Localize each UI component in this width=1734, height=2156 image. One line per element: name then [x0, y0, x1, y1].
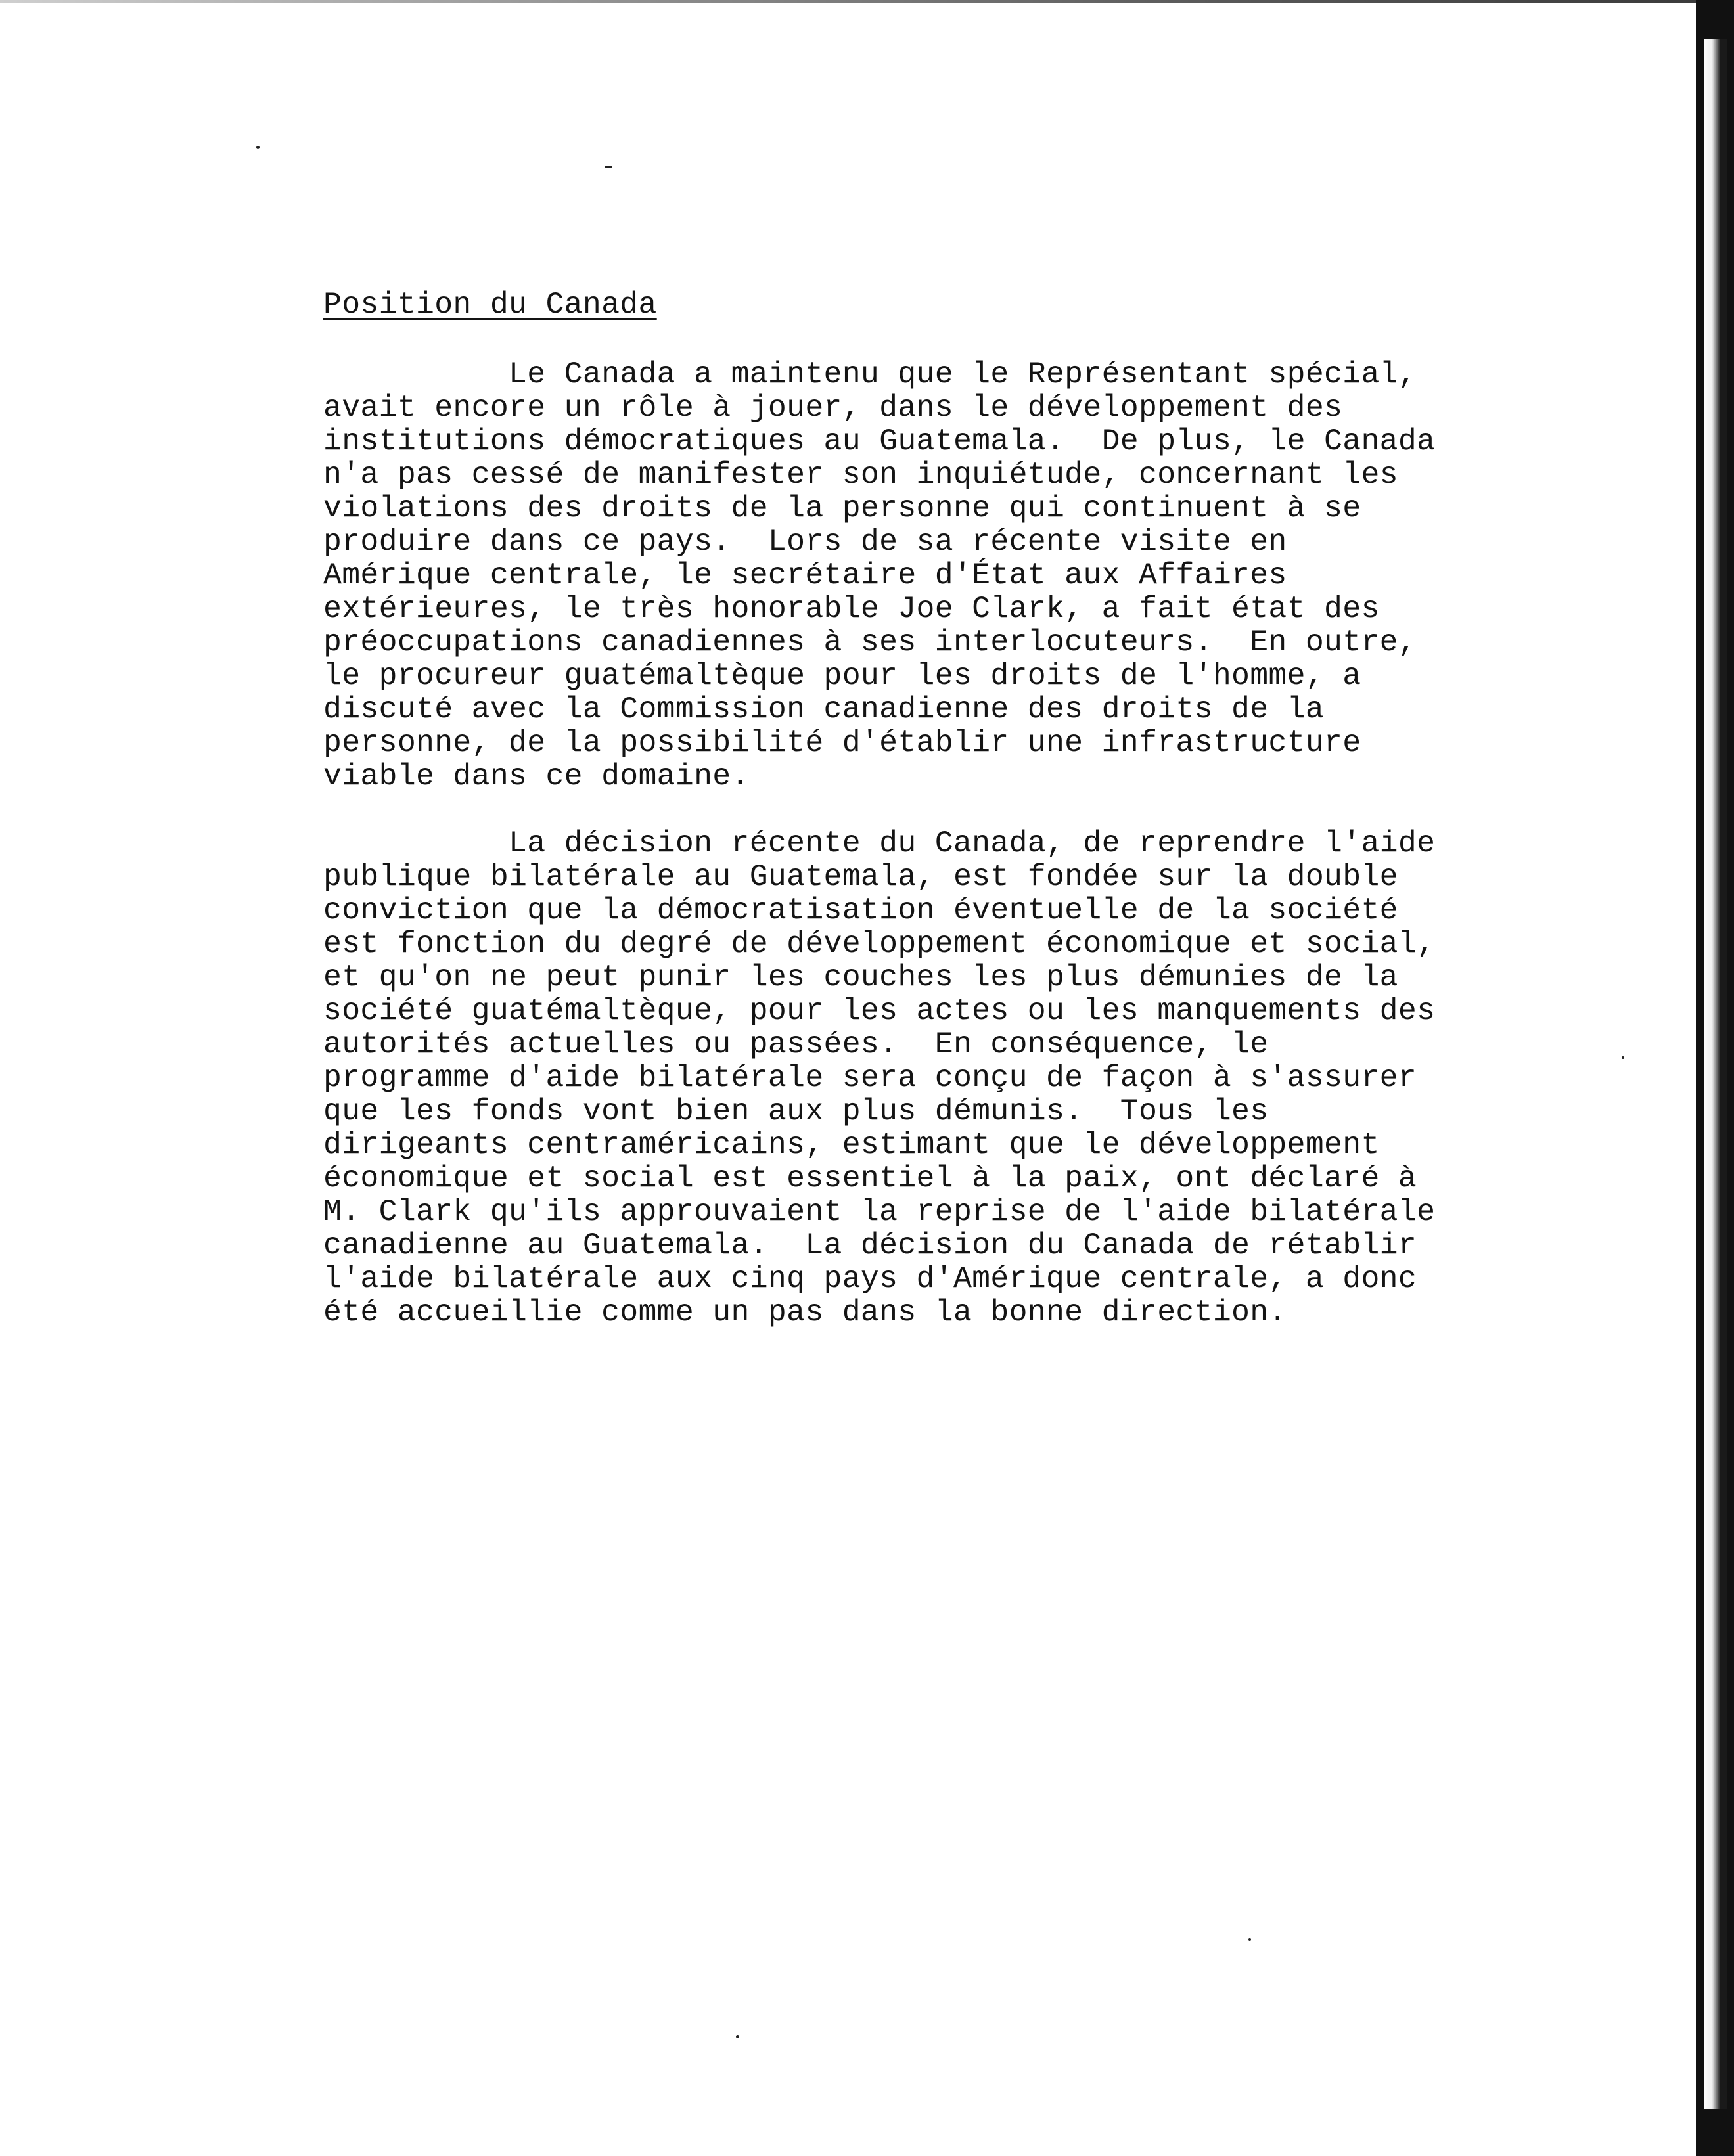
text-line: est fonction du degré de développement économique et social, [323, 926, 1436, 961]
text-line: M. Clark qu'ils approuvaient la reprise de l'aide bilatérale [323, 1194, 1436, 1229]
scan-speck [736, 2035, 739, 2038]
text-line: produire dans ce pays. Lors de sa récente visite en [323, 524, 1287, 559]
text-line: extérieures, le très honorable Joe Clark, a fait état des [323, 591, 1380, 626]
text-line: La décision récente du Canada, de reprendre l'aide [323, 826, 1436, 861]
document-body [323, 288, 1539, 1362]
scan-speck [256, 146, 260, 149]
text-line: que les fonds vont bien aux plus démunis. Tous les [323, 1094, 1269, 1129]
text-line: Le Canada a maintenu que le Représentant spécial, [323, 357, 1417, 392]
text-line: viable dans ce domaine. [323, 759, 750, 794]
text-line: publique bilatérale au Guatemala, est fondée sur la double [323, 859, 1398, 894]
text-line: conviction que la démocratisation éventuelle de la société [323, 893, 1398, 928]
text-line: n'a pas cessé de manifester son inquiétude, concernant les [323, 457, 1398, 492]
text-line: institutions démocratiques au Guatemala. De plus, le Canada [323, 424, 1436, 459]
scan-speck [1248, 1938, 1251, 1941]
section-heading: Position du Canada [323, 287, 657, 322]
text-line: violations des droits de la personne qui continuent à se [323, 491, 1361, 526]
scan-top-edge [0, 0, 1708, 3]
text-line: été accueillie comme un pas dans la bonne direction. [323, 1295, 1287, 1330]
text-line: Amérique centrale, le secrétaire d'État aux Affaires [323, 558, 1287, 593]
text-line: société guatémaltèque, pour les actes ou les manquements des [323, 993, 1436, 1028]
text-line: l'aide bilatérale aux cinq pays d'Amérique centrale, a donc [323, 1261, 1417, 1296]
text-line: préoccupations canadiennes à ses interlocuteurs. En outre, [323, 625, 1417, 660]
text-line: avait encore un rôle à jouer, dans le développement des [323, 390, 1343, 425]
text-line: le procureur guatémaltèque pour les droits de l'homme, a [323, 658, 1361, 693]
text-line: économique et social est essentiel à la paix, ont déclaré à [323, 1161, 1417, 1196]
scan-speck [605, 166, 612, 168]
scan-speck [1622, 1056, 1624, 1059]
paragraph-2 [323, 826, 1539, 1329]
paragraph-1 [323, 357, 1539, 793]
text-line: programme d'aide bilatérale sera conçu de façon à s'assurer [323, 1060, 1417, 1095]
scan-right-edge-shading [1704, 39, 1727, 2109]
text-line: discuté avec la Commission canadienne des droits de la [323, 692, 1325, 727]
text-line: dirigeants centraméricains, estimant que le développement [323, 1127, 1380, 1162]
text-line: et qu'on ne peut punir les couches les plus démunies de la [323, 960, 1398, 995]
text-line: canadienne au Guatemala. La décision du Canada de rétablir [323, 1228, 1417, 1263]
text-line: autorités actuelles ou passées. En conséquence, le [323, 1027, 1269, 1062]
text-line: personne, de la possibilité d'établir une infrastructure [323, 725, 1361, 760]
